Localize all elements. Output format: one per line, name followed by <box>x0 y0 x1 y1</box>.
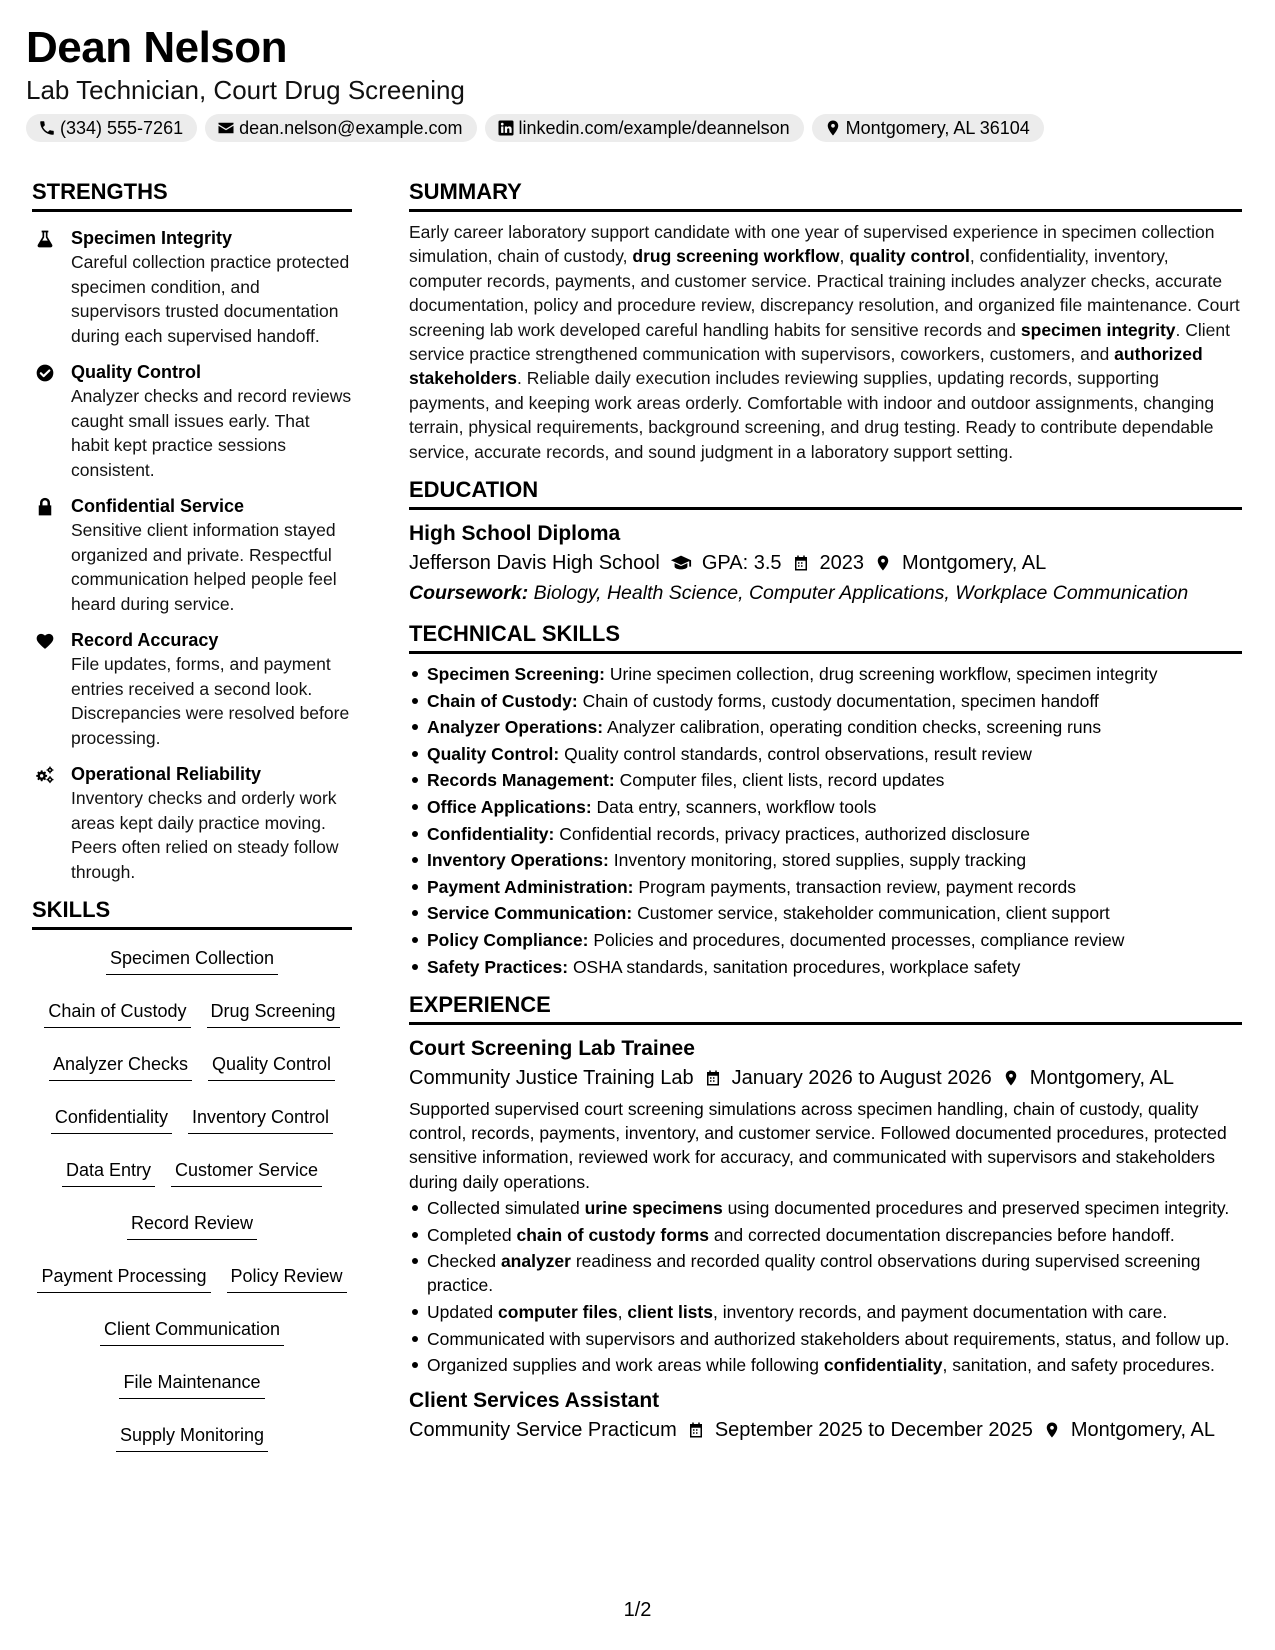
education-section <box>409 476 1242 608</box>
linkedin-icon <box>497 119 515 137</box>
skill-text: Customer service, stakeholder communication, client support <box>637 903 1110 924</box>
technical-skills-heading: TECHNICAL SKILLS <box>409 620 1242 654</box>
skill-label: Chain of Custody: <box>427 690 578 711</box>
bullet-text: Completed <box>427 1224 517 1245</box>
summary-segment: . Client service practice strengthened communication with supervisors, coworkers, customers, and <box>409 319 1230 365</box>
strength-item <box>32 494 352 616</box>
skill-tag: Analyzer Checks <box>49 1052 192 1081</box>
education-year: 2023 <box>819 552 865 575</box>
strength-title: Quality Control <box>71 362 201 382</box>
skill-tag: Policy Review <box>227 1264 347 1293</box>
strengths-heading: STRENGTHS <box>32 178 352 212</box>
skill-tag: File Maintenance <box>119 1370 264 1399</box>
strength-item <box>32 226 352 348</box>
list-item <box>409 1196 1242 1220</box>
job-org: Community Justice Training Lab <box>409 1066 694 1089</box>
calendar-icon <box>792 554 810 572</box>
bullet-keyword: confidentiality <box>823 1355 943 1376</box>
candidate-title: Lab Technician, Court Drug Screening <box>26 75 465 105</box>
bullet-text: Collected simulated <box>427 1198 585 1219</box>
skill-tag: Data Entry <box>62 1158 155 1187</box>
calendar-icon <box>704 1069 722 1087</box>
strength-title: Specimen Integrity <box>71 228 233 248</box>
strength-desc: Inventory checks and orderly work areas kept daily practice moving. Peers often relied on steady follow through. <box>71 788 339 882</box>
candidate-name: Dean Nelson <box>26 23 288 72</box>
skill-text: Policies and procedures, documented processes, compliance review <box>593 930 1125 950</box>
job-dates: January 2026 to August 2026 <box>731 1066 992 1089</box>
skill-text: Urine specimen collection, drug screening workflow, specimen integrity <box>609 664 1158 685</box>
list-item <box>409 848 1242 872</box>
skill-text: Confidential records, privacy practices, authorized disclosure <box>559 823 1031 844</box>
strength-desc: File updates, forms, and payment entries received a second look. Discrepancies were resolved before processing. <box>71 654 350 748</box>
education-coursework <box>409 578 1242 608</box>
skill-text: Quality control standards, control observations, result review <box>564 743 1032 764</box>
summary-keyword: specimen integrity <box>1020 319 1176 340</box>
bullet-text: , sanitation, and safety procedures. <box>942 1355 1215 1376</box>
strength-desc: Analyzer checks and record reviews caught small issues early. That habit kept practice sessions consistent. <box>71 386 352 480</box>
list-item <box>409 901 1242 925</box>
contact-phone[interactable] <box>26 114 197 142</box>
bullet-keyword: client lists <box>627 1302 713 1322</box>
skill-tag: Client Communication <box>100 1317 284 1346</box>
strength-desc: Careful collection practice protected specimen condition, and supervisors trusted documentation during each supervised handoff. <box>71 252 350 346</box>
skill-tag: Supply Monitoring <box>116 1423 268 1452</box>
bullet-text: readiness and recorded quality control observations during supervised screening practice. <box>427 1251 1201 1296</box>
location-pin-icon <box>1043 1421 1061 1439</box>
contact-email-text: dean.nelson@example.com <box>239 117 463 138</box>
location-pin-icon <box>1002 1069 1020 1087</box>
skill-label: Service Communication: <box>427 903 633 924</box>
list-item <box>409 795 1242 819</box>
skill-label: Inventory Operations: <box>427 850 609 871</box>
phone-icon <box>38 119 56 137</box>
location-pin-icon <box>874 554 892 572</box>
job-meta <box>409 1415 1242 1445</box>
strength-desc: Sensitive client information stayed organized and private. Respectful communication helped people feel heard during service. <box>71 520 337 614</box>
bullet-text: , inventory records, and payment documentation with care. <box>712 1302 1168 1322</box>
skill-label: Records Management: <box>427 770 615 791</box>
job-title: Client Services Assistant <box>409 1389 660 1413</box>
gears-icon <box>35 765 55 785</box>
bullet-keyword: urine specimens <box>584 1198 723 1219</box>
contact-location-text: Montgomery, AL 36104 <box>845 117 1030 138</box>
summary-keyword: quality control <box>849 246 970 267</box>
experience-heading: EXPERIENCE <box>409 991 1242 1025</box>
skill-tag: Drug Screening <box>207 999 340 1028</box>
strength-title: Confidential Service <box>71 496 245 516</box>
experience-section <box>409 991 1242 1446</box>
contact-linkedin-text: linkedin.com/example/deannelson <box>518 117 790 138</box>
skill-tag: Payment Processing <box>37 1264 210 1293</box>
list-item <box>409 689 1242 713</box>
lock-icon <box>35 497 55 517</box>
skill-tag: Chain of Custody <box>44 999 190 1028</box>
education-gpa: GPA: 3.5 <box>701 552 782 575</box>
strength-item <box>32 762 352 884</box>
bullet-keyword: computer files <box>498 1302 618 1322</box>
skill-text: Data entry, scanners, workflow tools <box>596 797 877 818</box>
skill-text: OSHA standards, sanitation procedures, workplace safety <box>572 956 1021 977</box>
summary-segment: , <box>839 246 850 267</box>
list-item <box>409 1353 1242 1377</box>
skill-text: Analyzer calibration, operating condition checks, screening runs <box>606 717 1102 738</box>
bullet-text: Organized supplies and work areas while following <box>427 1355 824 1376</box>
flask-icon <box>35 229 55 249</box>
bullet-text: , <box>617 1302 628 1322</box>
coursework-list: Biology, Health Science, Computer Applications, Workplace Communication <box>533 582 1189 605</box>
right-column <box>409 178 1242 1445</box>
skill-tag: Inventory Control <box>188 1105 333 1134</box>
coursework-label: Coursework: <box>409 582 529 605</box>
skill-label: Office Applications: <box>427 797 592 818</box>
list-item <box>409 742 1242 766</box>
list-item <box>409 1300 1242 1324</box>
bullet-keyword: analyzer <box>500 1251 571 1272</box>
contact-email[interactable] <box>205 114 476 142</box>
list-item <box>409 822 1242 846</box>
summary-segment: , confidentiality, inventory, computer records, payments, and customer service. Practical training includes analyzer checks, accurate documentation, policy and procedure review, discrepancy resolution, and organized file maintenance. Court screening lab work developed careful handling habits for sensitive records and <box>409 246 1240 340</box>
list-item <box>409 662 1242 686</box>
summary-text <box>409 220 1242 464</box>
job-location: Montgomery, AL <box>1029 1066 1174 1089</box>
strength-item <box>32 628 352 750</box>
list-item <box>409 768 1242 792</box>
strength-title: Operational Reliability <box>71 764 262 784</box>
skill-text: Computer files, client lists, record updates <box>619 770 945 791</box>
summary-keyword: authorized stakeholders <box>409 344 1203 389</box>
bullet-text: and corrected documentation discrepancies before handoff. <box>709 1224 1175 1245</box>
list-item <box>409 715 1242 739</box>
list-item <box>409 1223 1242 1247</box>
skill-label: Quality Control: <box>427 743 560 764</box>
skills-list <box>32 938 352 1452</box>
strengths-list <box>32 226 352 884</box>
skill-tag: Customer Service <box>171 1158 322 1187</box>
education-location: Montgomery, AL <box>902 552 1047 575</box>
skill-label: Confidentiality: <box>427 823 555 844</box>
skill-tag: Record Review <box>127 1211 257 1240</box>
job-description: Supported supervised court screening simulations across specimen handling, chain of custody, quality control, records, payments, inventory, and customer service. Followed documented procedures, protected sensitive information, reviewed work for accuracy, and communicated with supervisors and stakeholders during daily operations. <box>409 1098 1227 1192</box>
job-bullets <box>409 1196 1242 1377</box>
strength-title: Record Accuracy <box>71 630 219 650</box>
job-dates: September 2025 to December 2025 <box>714 1419 1033 1442</box>
job-meta <box>409 1063 1242 1093</box>
list-item <box>409 928 1242 952</box>
education-heading: EDUCATION <box>409 476 1242 510</box>
education-school: Jefferson Davis High School <box>409 552 660 575</box>
bullet-text: Communicated with supervisors and authorized stakeholders about requirements, status, and follow up. <box>427 1328 1230 1349</box>
graduation-cap-icon <box>670 552 692 574</box>
contact-bar <box>26 114 1044 142</box>
list-item <box>409 1249 1242 1297</box>
skill-tag: Quality Control <box>208 1052 335 1081</box>
skill-label: Specimen Screening: <box>427 664 605 685</box>
check-circle-icon <box>35 363 55 383</box>
education-meta <box>409 548 1242 578</box>
skill-label: Payment Administration: <box>427 876 634 897</box>
skill-label: Analyzer Operations: <box>427 717 604 738</box>
list-item <box>409 955 1242 979</box>
education-degree: High School Diploma <box>409 522 621 546</box>
contact-linkedin[interactable] <box>485 114 804 142</box>
skill-label: Safety Practices: <box>427 956 569 977</box>
left-column <box>32 178 352 1452</box>
job-org: Community Service Practicum <box>409 1419 677 1442</box>
summary-keyword: drug screening workflow <box>632 246 840 267</box>
strength-item <box>32 360 352 482</box>
skill-text: Inventory monitoring, stored supplies, supply tracking <box>613 850 1027 871</box>
technical-skills-list <box>409 662 1242 979</box>
summary-heading: SUMMARY <box>409 178 1242 212</box>
job-title: Court Screening Lab Trainee <box>409 1036 695 1060</box>
summary-segment: Early career laboratory support candidate with one year of supervised experience in specimen collection simulation, chain of custody, <box>409 222 1215 267</box>
bullet-text: Checked <box>427 1251 501 1272</box>
contact-phone-text: (334) 555-7261 <box>60 117 184 138</box>
skill-tag: Specimen Collection <box>106 946 278 975</box>
page-number: 1/2 <box>623 1599 652 1621</box>
skill-text: Program payments, transaction review, payment records <box>638 876 1077 897</box>
job-location: Montgomery, AL <box>1070 1419 1215 1442</box>
heart-icon <box>35 631 55 651</box>
bullet-keyword: chain of custody forms <box>516 1224 710 1245</box>
contact-location <box>812 114 1044 142</box>
skill-label: Policy Compliance: <box>427 930 589 950</box>
bullet-text: Updated <box>427 1302 499 1322</box>
list-item <box>409 875 1242 899</box>
location-pin-icon <box>824 119 842 137</box>
technical-skills-section <box>409 620 1242 979</box>
calendar-icon <box>687 1421 705 1439</box>
skills-heading: SKILLS <box>32 896 352 930</box>
summary-segment: . Reliable daily execution includes reviewing supplies, updating records, supporting payments, and keeping work areas orderly. Comfortable with indoor and outdoor assignments, changing terrain, physical requirements, background screening, and drug testing. Ready to contribute dependable service, accurate records, and sound judgment in a laboratory support setting. <box>409 368 1215 462</box>
bullet-text: using documented procedures and preserved specimen integrity. <box>722 1198 1230 1219</box>
envelope-icon <box>217 119 235 137</box>
skill-tag: Confidentiality <box>51 1105 172 1134</box>
list-item <box>409 1327 1242 1351</box>
skill-text: Chain of custody forms, custody documentation, specimen handoff <box>582 690 1099 711</box>
